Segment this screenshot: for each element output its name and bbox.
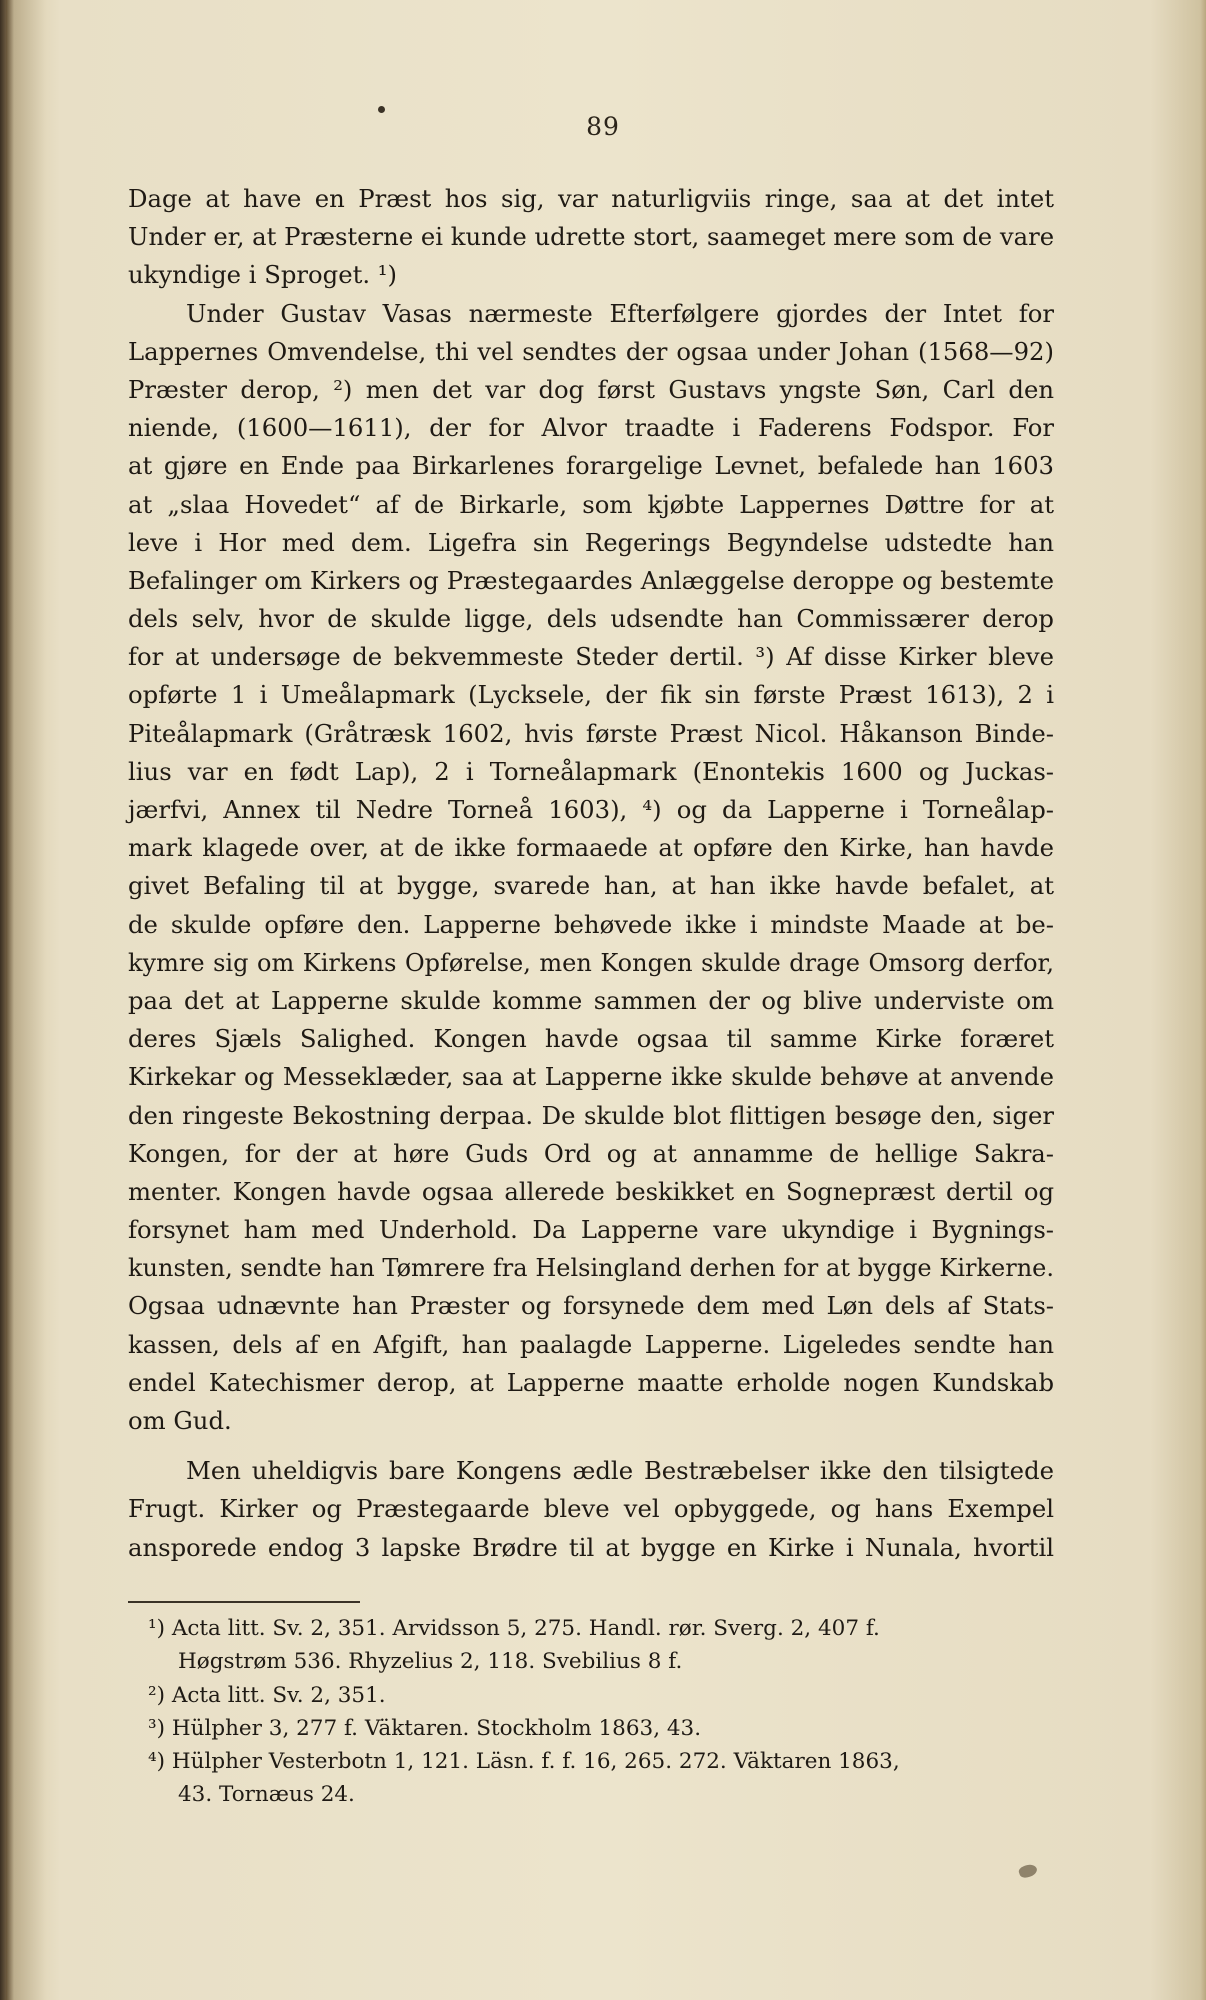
page-number: 89 [586,112,620,141]
footnote-3: ³) Hülpher 3, 277 f. Väktaren. Stockholm 1863, 43. [148,1715,702,1741]
text-line: kunsten, sendte han Tømrere fra Helsingland derhen for at bygge Kirkerne. [128,1254,1054,1283]
footnote-2: ²) Acta litt. Sv. 2, 351. [148,1682,386,1708]
text-line: givet Befaling til at bygge, svarede han, at han ikke havde befalet, at [128,871,1054,901]
text-line: deres Sjæls Salighed. Kongen havde ogsaa til samme Kirke foræret [128,1024,1054,1054]
text-line: om Gud. [128,1406,232,1435]
text-line: kassen, dels af en Afgift, han paalagde Lapperne. Ligeledes sendte han [128,1329,1054,1359]
text-line: forsynet ham med Underhold. Da Lapperne vare ukyndige i Bygnings- [128,1215,1054,1245]
text-line: for at undersøge de bekvemmeste Steder dertil. ³) Af disse Kirker bleve [128,642,1054,672]
text-line: at „slaa Hovedet“ af de Birkarle, som kjøbte Lappernes Døttre for at [128,489,1054,519]
text-line: dels selv, hvor de skulde ligge, dels udsendte han Commissærer derop [128,604,1054,634]
text-line: Piteålapmark (Gråtræsk 1602, hvis første Præst Nicol. Håkanson Binde- [128,718,1054,748]
text-line: lius var en født Lap), 2 i Torneålapmark (Enontekis 1600 og Juckas- [128,756,1054,786]
text-line: jærfvi, Annex til Nedre Torneå 1603), ⁴) og da Lapperne i Torneålap- [128,795,1054,824]
footnote-4: ⁴) Hülpher Vesterbotn 1, 121. Läsn. f. f. 16, 265. 272. Väktaren 1863, [148,1749,900,1775]
text-line: ansporede endog 3 lapske Brødre til at bygge en Kirke i Nunala, hvortil [128,1532,1054,1562]
text-line: Lappernes Omvendelse, thi vel sendtes der ogsaa under Johan (1568—92) [128,336,1054,366]
text-line: leve i Hor med dem. Ligefra sin Regerings Begyndelse udstedte han [128,527,1054,557]
footnote-1-cont: Høgstrøm 536. Rhyzelius 2, 118. Svebilius 8 f. [178,1649,683,1675]
footnote-1: ¹) Acta litt. Sv. 2, 351. Arvidsson 5, 275. Handl. rør. Sverg. 2, 407 f. [148,1616,880,1641]
footnotes [148,1612,1064,1812]
text-line: Frugt. Kirker og Præstegaarde bleve vel opbyggede, og hans Exempel [128,1494,1054,1524]
text-line: Dage at have en Præst hos sig, var naturligviis ringe, saa at det intet [128,184,1054,213]
text-line: menter. Kongen havde ogsaa allerede beskikket en Sognepræst dertil og [128,1176,1054,1206]
text-line: mark klagede over, at de ikke formaaede at opføre den Kirke, han havde [128,833,1054,863]
text-line: Under er, at Præsterne ei kunde udrette stort, saameget mere som de vare [128,222,1055,252]
text-line: kymre sig om Kirkens Opførelse, men Kongen skulde drage Omsorg derfor, [128,948,1054,977]
text-line: Under Gustav Vasas nærmeste Efterfølgere gjordes der Intet for [186,298,1054,328]
gutter-shadow [6,0,46,2000]
text-line: opførte 1 i Umeålapmark (Lycksele, der fik sin første Præst 1613), 2 i [128,680,1054,710]
text-line: Kongen, for der at høre Guds Ord og at annamme de hellige Sakra- [128,1138,1054,1168]
footnote-4-cont: 43. Tornæus 24. [178,1782,355,1808]
ink-blot [1017,1862,1038,1879]
text-line: Befalinger om Kirkers og Præstegaardes Anlæggelse deroppe og bestemte [128,565,1054,595]
text-line: endel Katechismer derop, at Lapperne maatte erholde nogen Kundskab [128,1367,1054,1397]
text-line: Kirkekar og Messeklæder, saa at Lapperne ikke skulde behøve at anvende [128,1062,1054,1092]
text-line: Præster derop, ²) men det var dog først Gustavs yngste Søn, Carl den [128,374,1054,404]
text-line: de skulde opføre den. Lapperne behøvede ikke i mindste Maade at be- [128,909,1054,939]
text-line: niende, (1600—1611), der for Alvor traadte i Faderens Fodspor. For [128,413,1054,443]
text-line: Men uheldigvis bare Kongens ædle Bestræbelser ikke den tilsigtede [186,1456,1054,1486]
body-text [128,180,1054,1567]
text-line: at gjøre en Ende paa Birkarlenes forargelige Levnet, befalede han 1603 [128,451,1054,481]
text-line: den ringeste Bekostning derpaa. De skulde blot flittigen besøge den, siger [128,1100,1054,1130]
text-line: paa det at Lapperne skulde komme sammen der og blive underviste om [128,985,1054,1015]
footnote-rule [128,1601,360,1603]
text-line: ukyndige i Sproget. ¹) [128,260,398,290]
text-line: Ogsaa udnævnte han Præster og forsynede dem med Løn dels af Stats- [128,1291,1054,1321]
